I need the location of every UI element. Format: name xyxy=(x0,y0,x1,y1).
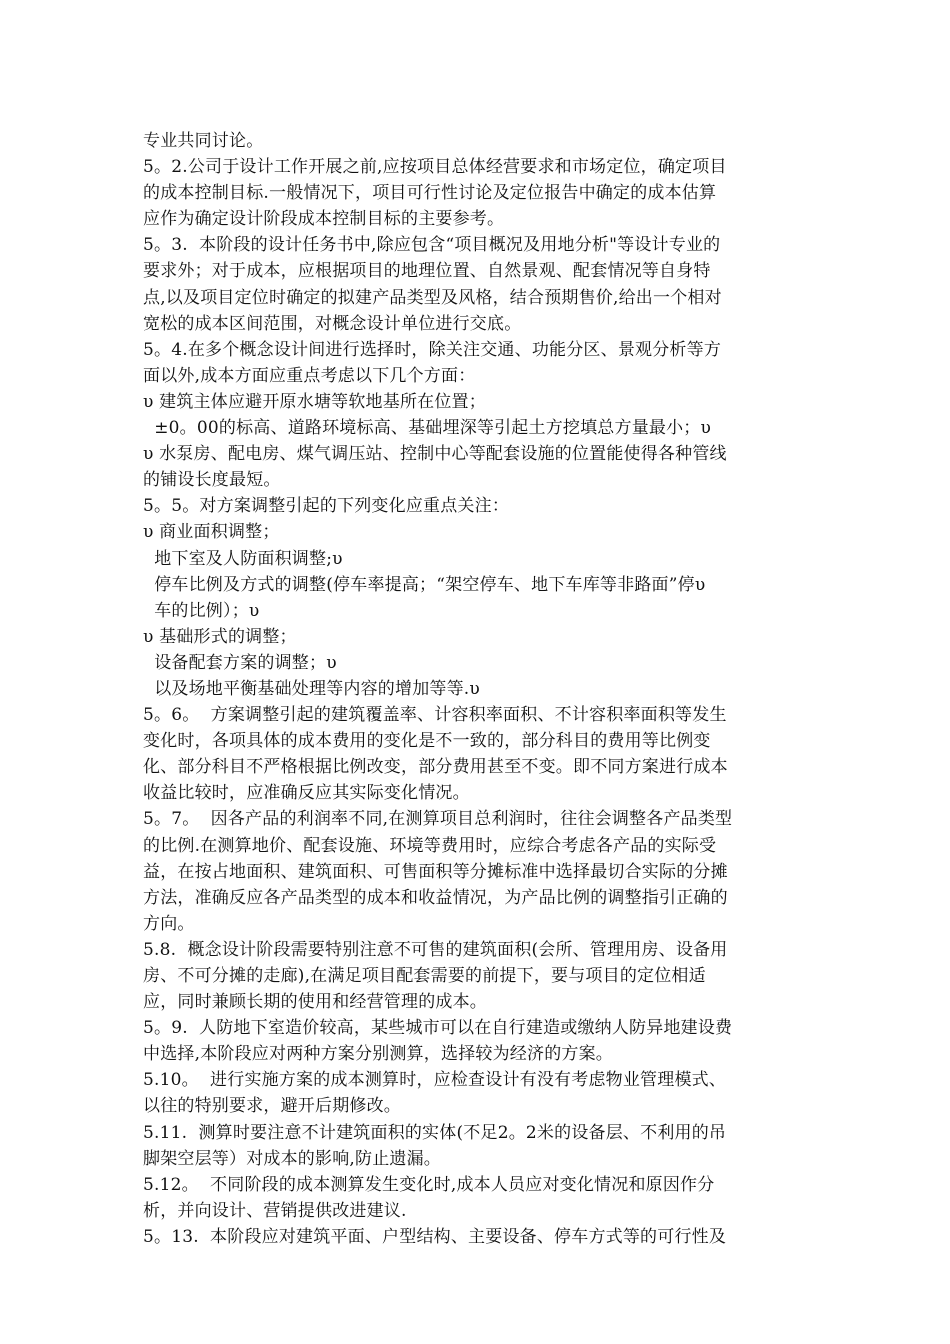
text-line: 5。9. 人防地下室造价较高，某些城市可以在自行建造或缴纳人防异地建设费 xyxy=(143,1018,733,1039)
text-line: 收益比较时，应准确反应其实际变化情况。 xyxy=(143,783,470,804)
text-line: 的铺设长度最短。 xyxy=(143,470,281,491)
text-line: 5。2.公司于设计工作开展之前,应按项目总体经营要求和市场定位，确定项目 xyxy=(143,157,727,178)
text-line: 停车比例及方式的调整(停车率提高；“架空停车、地下车库等非路面”停υ xyxy=(143,574,706,595)
document-body xyxy=(143,128,823,1250)
text-line: 方法，准确反应各产品类型的成本和收益情况，为产品比例的调整指引正确的 xyxy=(143,887,728,908)
text-line: 5。6。 方案调整引起的建筑覆盖率、计容积率面积、不计容积率面积等发生 xyxy=(143,705,727,726)
text-line: 车的比例）；υ xyxy=(143,600,260,621)
text-line: 以及场地平衡基础处理等内容的增加等等.υ xyxy=(143,678,480,699)
text-line: 5.12。 不同阶段的成本测算发生变化时,成本人员应对变化情况和原因作分 xyxy=(143,1174,715,1195)
text-line: υ 水泵房、配电房、煤气调压站、控制中心等配套设施的位置能使得各种管线 xyxy=(143,444,727,465)
text-line: 5。5。对方案调整引起的下列变化应重点关注： xyxy=(143,496,510,517)
text-line: 5.10。 进行实施方案的成本测算时，应检查设计有没有考虑物业管理模式、 xyxy=(143,1070,727,1091)
text-line: 析，并向设计、营销提供改进建议. xyxy=(143,1200,407,1221)
text-line: 宽松的成本区间范围，对概念设计单位进行交底。 xyxy=(143,313,522,334)
text-line: υ 建筑主体应避开原水塘等软地基所在位置； xyxy=(143,391,486,412)
text-line: 点,以及项目定位时确定的拟建产品类型及风格，结合预期售价,给出一个相对 xyxy=(143,287,722,308)
text-line: 变化时，各项具体的成本费用的变化是不一致的，部分科目的费用等比例变 xyxy=(143,731,711,752)
text-line: 专业共同讨论。 xyxy=(143,131,264,151)
text-line: ±0。00的标高、道路环境标高、基础埋深等引起土方挖填总方量最小；υ xyxy=(143,418,712,439)
text-line: 面以外,成本方面应重点考虑以下几个方面： xyxy=(143,365,476,386)
text-line: 5。4.在多个概念设计间进行选择时，除关注交通、功能分区、景观分析等方 xyxy=(143,339,722,360)
text-line: υ 基础形式的调整； xyxy=(143,626,297,647)
text-line: υ 商业面积调整； xyxy=(143,522,280,543)
text-line: 地下室及人防面积调整;υ xyxy=(143,548,343,569)
text-line: 要求外；对于成本，应根据项目的地理位置、自然景观、配套情况等自身特 xyxy=(143,261,711,282)
text-line: 中选择,本阶段应对两种方案分别测算，选择较为经济的方案。 xyxy=(143,1044,614,1065)
text-line: 益，在按占地面积、建筑面积、可售面积等分摊标准中选择最切合实际的分摊 xyxy=(143,861,728,882)
text-line: 5。3. 本阶段的设计任务书中,除应包含“项目概况及用地分析"等设计专业的 xyxy=(143,235,721,256)
text-line: 的比例.在测算地价、配套设施、环境等费用时，应综合考虑各产品的实际受 xyxy=(143,835,717,856)
text-line: 5.11. 测算时要注意不计建筑面积的实体(不足2。2米的设备层、不利用的吊 xyxy=(143,1122,727,1143)
text-line: 5。7。 因各产品的利润率不同,在测算项目总利润时，往往会调整各产品类型 xyxy=(143,809,733,830)
text-line: 脚架空层等）对成本的影响,防止遗漏。 xyxy=(143,1148,442,1169)
text-line: 设备配套方案的调整；υ xyxy=(143,652,337,673)
text-line: 5.8. 概念设计阶段需要特别注意不可售的建筑面积(会所、管理用房、设备用 xyxy=(143,939,728,960)
text-line: 化、部分科目不严格根据比例改变，部分费用甚至不变。即不同方案进行成本 xyxy=(143,757,728,778)
text-line: 的成本控制目标.一般情况下，项目可行性讨论及定位报告中确定的成本估算 xyxy=(143,183,717,204)
text-line: 方向。 xyxy=(143,913,195,934)
text-line: 5。13. 本阶段应对建筑平面、户型结构、主要设备、停车方式等的可行性及 xyxy=(143,1226,727,1247)
text-line: 以往的特别要求，避开后期修改。 xyxy=(143,1096,401,1117)
text-line: 应，同时兼顾长期的使用和经营管理的成本。 xyxy=(143,992,487,1013)
text-line: 应作为确定设计阶段成本控制目标的主要参考。 xyxy=(143,209,505,230)
text-line: 房、不可分摊的走廊),在满足项目配套需要的前提下，要与项目的定位相适 xyxy=(143,966,706,986)
